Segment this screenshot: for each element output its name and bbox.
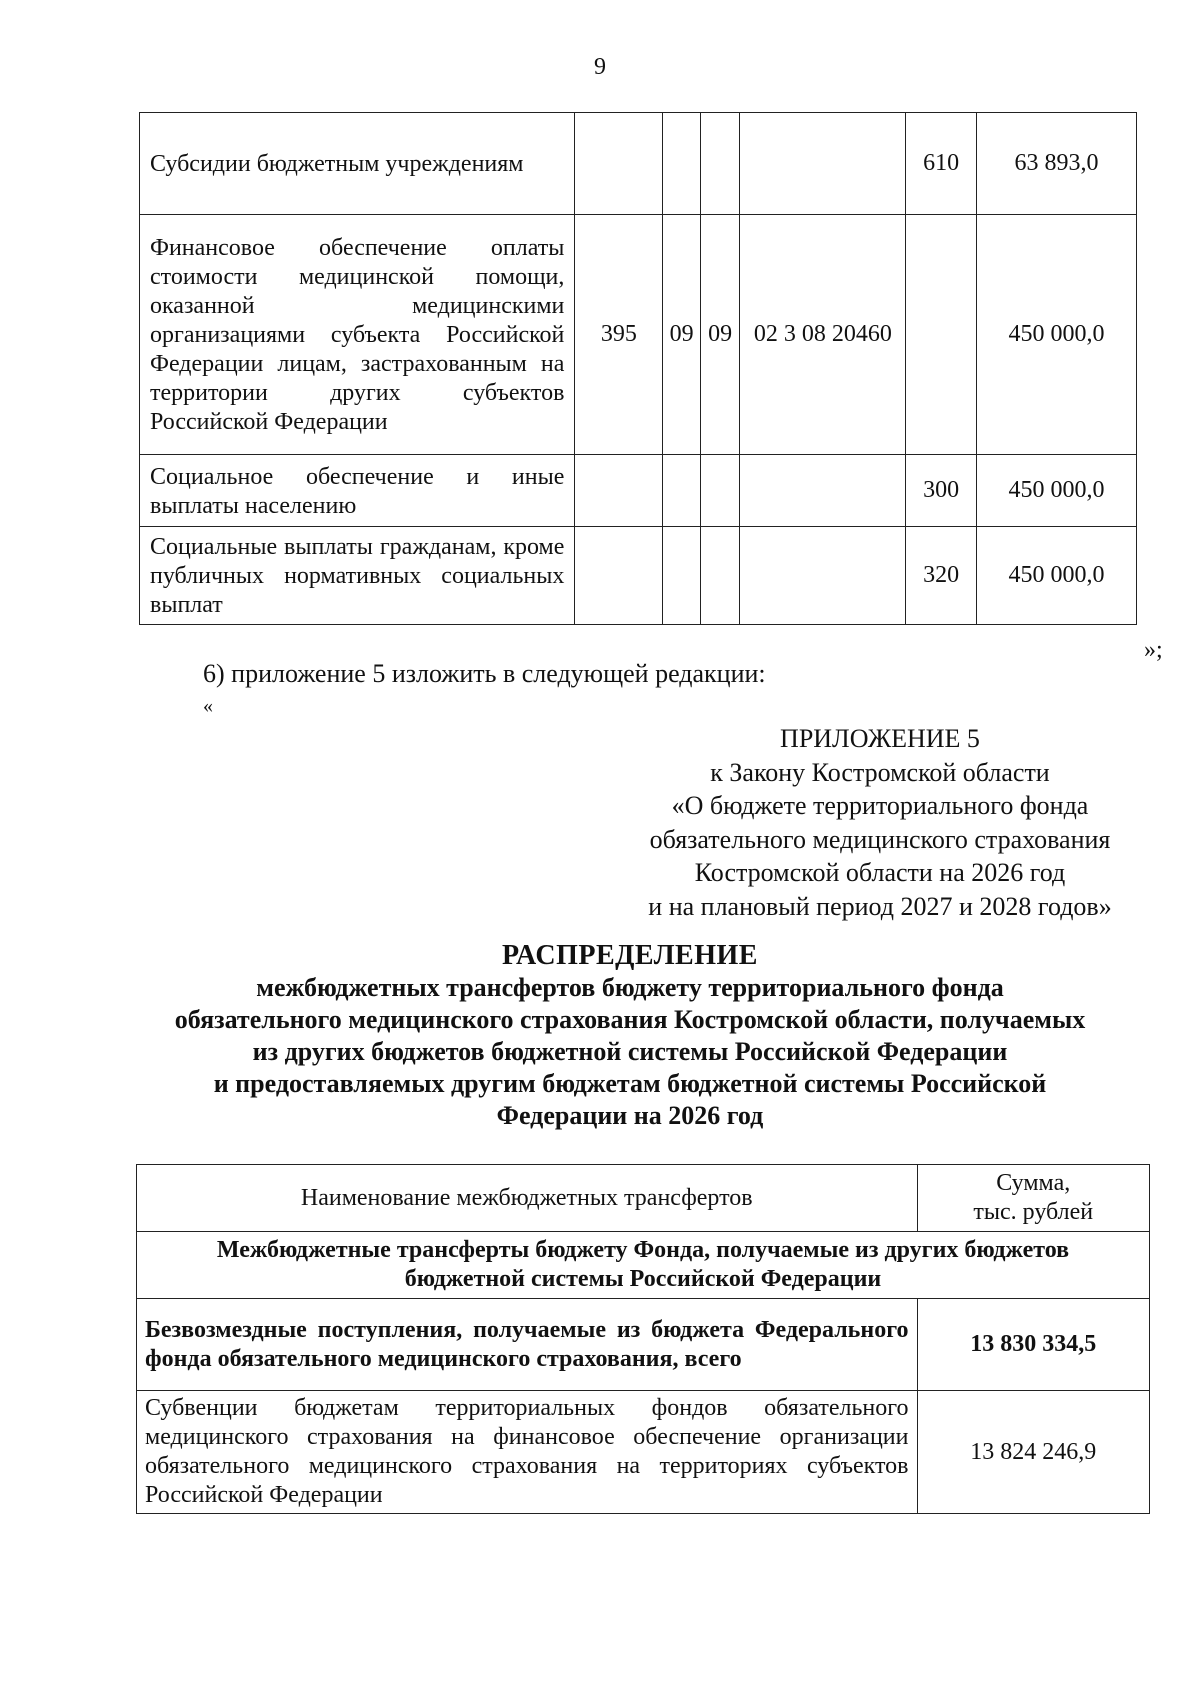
table-row [140,455,1137,527]
expense-type-code: 300 [906,455,977,527]
table-row [137,1299,1150,1391]
row-name: Безвозмездные поступления, получаемые из бюджета Федерального фонда обязательного медицинского страхования, всего [137,1299,918,1391]
table-header-row [137,1165,1150,1232]
row-name: Социальные выплаты гражданам, кроме публичных нормативных социальных выплат [140,527,575,625]
section-code [663,113,701,215]
expense-type-code: 610 [906,113,977,215]
row-sum: 13 824 246,9 [917,1391,1150,1514]
table-row [137,1391,1150,1514]
admin-code [575,527,663,625]
admin-code: 395 [575,215,663,455]
row-name: Субсидии бюджетным учреждениям [140,113,575,215]
row-name: Субвенции бюджетам территориальных фондов обязательного медицинского страхования на финансовое обеспечение организации обязательного медицинского страхования на территориях субъектов Российской Федерации [137,1391,918,1514]
column-header-name: Наименование межбюджетных трансфертов [137,1165,918,1232]
section-code: 09 [663,215,701,455]
table-row [140,215,1137,455]
table-row [140,113,1137,215]
appendix-line: «О бюджете территориального фонда [671,791,1089,820]
appendix-line: и на плановый период 2027 и 2028 годов» [648,891,1112,921]
amendment-instruction: 6) приложение 5 изложить в следующей редакции: [203,659,766,688]
row-sum: 450 000,0 [977,455,1137,527]
subsection-code [700,113,739,215]
row-sum: 63 893,0 [977,113,1137,215]
column-header-sum [917,1165,1150,1232]
subsection-code: 09 [700,215,739,455]
target-code: 02 3 08 20460 [740,215,906,455]
admin-code [575,113,663,215]
appendix-title: ПРИЛОЖЕНИЕ 5 [780,724,980,753]
distribution-heading [130,940,1130,1132]
transfers-table [136,1164,1150,1514]
distribution-line: Федерации на 2026 год [496,1101,764,1130]
subsection-code [700,455,739,527]
table-row [140,527,1137,625]
section-code [663,527,701,625]
distribution-line: из других бюджетов бюджетной системы Российской Федерации [252,1037,1008,1066]
distribution-line: обязательного медицинского страхования Костромской области, получаемых [174,1005,1086,1034]
opening-quote: « [203,695,213,717]
row-sum: 450 000,0 [977,527,1137,625]
page-number: 9 [594,54,606,80]
row-name: Социальное обеспечение и иные выплаты населению [140,455,575,527]
distribution-title: РАСПРЕДЕЛЕНИЕ [502,940,758,971]
target-code [740,527,906,625]
budget-table [139,112,1137,625]
row-sum: 13 830 334,5 [917,1299,1150,1391]
appendix-line: Костромской области на 2026 год [694,858,1066,887]
row-name: Финансовое обеспечение оплаты стоимости медицинской помощи, оказанной медицинскими организациями субъекта Российской Федерации лицам, застрахованным на территории других субъектов Российской Федерации [140,215,575,455]
appendix-block [620,722,1140,923]
target-code [740,455,906,527]
expense-type-code [906,215,977,455]
admin-code [575,455,663,527]
expense-type-code: 320 [906,527,977,625]
appendix-line: к Закону Костромской области [710,757,1050,787]
section-row [137,1232,1150,1299]
row-sum: 450 000,0 [977,215,1137,455]
target-code [740,113,906,215]
header-sum-line: Сумма, [996,1170,1071,1196]
section-title: Межбюджетные трансферты бюджету Фонда, получаемые из других бюджетов бюджетной системы Российской Федерации [137,1232,1150,1299]
header-sum-line: тыс. рублей [973,1199,1094,1225]
distribution-line: и предоставляемых другим бюджетам бюджетной системы Российской [213,1069,1047,1098]
distribution-line: межбюджетных трансфертов бюджету территориального фонда [256,973,1004,1002]
subsection-code [700,527,739,625]
section-code [663,455,701,527]
closing-quote: »; [1144,637,1163,663]
appendix-line: обязательного медицинского страхования [649,824,1111,854]
